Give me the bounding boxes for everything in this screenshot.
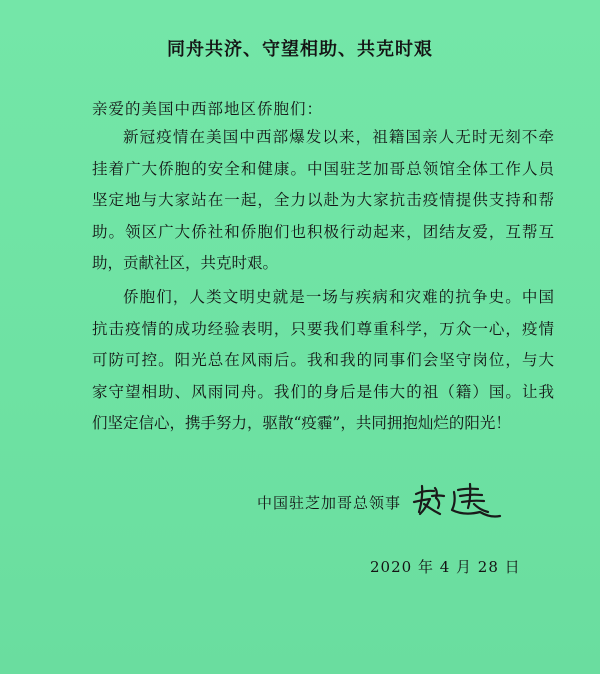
paragraph-2 — [92, 282, 554, 440]
letter-title: 同舟共济、守望相助、共克时艰 — [167, 39, 433, 60]
handwritten-signature — [408, 478, 504, 526]
paragraph-line: 新冠疫情在美国中西部爆发以来，祖籍国亲人无时无刻不牵 — [123, 128, 554, 146]
paragraph-line: 挂着广大侨胞的安全和健康。中国驻芝加哥总领馆全体工作人员 — [92, 159, 554, 178]
paragraph-1 — [92, 122, 554, 280]
paragraph-line: 助，贡献社区，共克时艰。 — [92, 254, 279, 272]
paragraph-line: 可防可控。阳光总在风雨后。我和我的同事们会坚守岗位，与大 — [92, 351, 554, 369]
paragraph-line: 家守望相助、风雨同舟。我们的身后是伟大的祖（籍）国。让我 — [92, 382, 554, 401]
paragraph-line: 侨胞们，人类文明史就是一场与疾病和灾难的抗争史。中国 — [123, 288, 554, 306]
letter-date: 2020 年 4 月 28 日 — [370, 558, 521, 576]
paragraph-line: 助。领区广大侨社和侨胞们也积极行动起来，团结友爱，互帮互 — [92, 222, 554, 241]
paragraph-line: 坚定地与大家站在一起，全力以赴为大家抗击疫情提供支持和帮 — [92, 191, 554, 209]
salutation: 亲爱的美国中西部地区侨胞们： — [92, 100, 324, 118]
paragraph-line: 们坚定信心，携手努力，驱散“疫霾”，共同拥抱灿烂的阳光！ — [92, 414, 511, 432]
signature-label: 中国驻芝加哥总领事 — [257, 494, 402, 512]
paragraph-line: 抗击疫情的成功经验表明，只要我们尊重科学，万众一心，疫情 — [92, 319, 554, 338]
